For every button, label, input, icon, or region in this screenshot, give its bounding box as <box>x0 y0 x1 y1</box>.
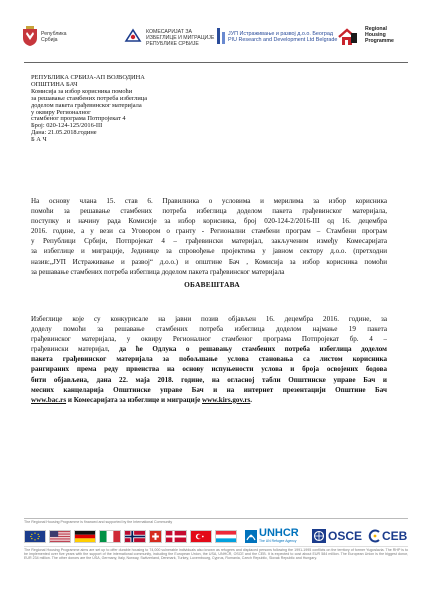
address-line: за решавање стамбених потреба избеглица <box>31 94 148 102</box>
piu-label-line2: PIU Research and Development Ltd Belgrade <box>228 37 338 43</box>
ceb-label: CEB <box>382 529 408 543</box>
intro-paragraph <box>31 196 387 277</box>
notice-line: грађевинског материјала, у оквиру Регионалног стамбеног програма Потпројекат бр. 4 – <box>31 335 387 344</box>
kirs-label-line2: ИЗБЕГЛИЦЕ И МИГРАЦИЈЕ <box>146 35 215 41</box>
serbia-label <box>41 31 67 43</box>
address-line: доделом пакета грађевинског материјала <box>31 101 142 109</box>
notice-text: грађевински материјал, <box>31 345 120 354</box>
document-title: ОБАВЕШТАВА <box>184 280 240 289</box>
serbia-label-line2: Србија <box>41 37 58 43</box>
footer-disclaimer: The Regional Housing Programme aims are set up to offer durable housing to 74,000 vulnerable individuals also known as refugees and displaced persons following the 1991-1995 conflicts on the territory of former Yugoslavia. The RHP is to be implemented over five years with the support of the international community, including the European Union, the USA, UNHCR, OSCE and the CEB. It is expected to cost about EUR 584 million. The European Union is the biggest donor, EUR 234 million. The other donors are the USA, Germany, Italy, Norway, Switzerland, Denmark, Turkey, Luxembourg, Cyprus, Romania, Czech Republic, Slovak Republic and Hungary. <box>24 548 408 561</box>
usa-flag-icon <box>49 530 71 543</box>
address-line: ОПШТИНА БАЧ <box>31 80 78 88</box>
kirs-label <box>146 29 214 47</box>
rhp-label-line1: Regional <box>365 26 387 32</box>
intro-line: за решавање стамбених потреба избеглица доделом пакета грађевинског материјала <box>31 267 285 276</box>
address-line: у оквиру Регионалног <box>31 108 91 116</box>
piu-label <box>228 31 337 43</box>
intro-line: На основу члана 15. став 6. Правилника о условима и мерилима за избор корисника <box>31 197 387 205</box>
unhcr-label-main: UNHCR <box>259 527 299 539</box>
intro-line: у Републици Србији, Потпројекат 4 – грађевински материјал, закљученим између Комесаријата <box>31 237 387 246</box>
notice-bold-text: и Комесаријата за избеглице и миграције <box>66 395 203 404</box>
notice-line: доделу помоћи за решавање стамбених потреба избеглица доделом најмање 19 пакета <box>31 325 387 334</box>
address-block <box>31 75 231 144</box>
rhp-house-icon <box>337 27 361 47</box>
italy-flag-icon <box>99 530 121 543</box>
rhp-label-line2: Housing <box>365 32 386 38</box>
eu-flag-icon <box>24 530 46 543</box>
address-line: Комисија за избор корисника помоћи <box>31 87 133 95</box>
intro-line: помоћи за решавање стамбених потреба избеглица доделом пакета грађевинског материјала, <box>31 207 387 216</box>
footer-divider-bottom <box>24 546 408 547</box>
denmark-flag-icon <box>165 530 187 543</box>
kirs-label-line3: РЕПУБЛИКЕ СРБИЈЕ <box>146 41 199 47</box>
turkey-flag-icon <box>190 530 212 543</box>
notice-line <box>31 344 387 354</box>
address-line: стамбеног програма Потпројекат 4 <box>31 115 126 123</box>
piu-logo-icon <box>216 28 226 44</box>
unhcr-logo-icon <box>245 530 257 543</box>
address-line: РЕПУБЛИКА СРБИЈА-АП ВОЈВОДИНА <box>31 74 145 81</box>
rhp-label <box>365 26 394 44</box>
notice-bold-text: да ће Одлука о решавању стамбених потреба избеглица доделом <box>119 345 387 354</box>
notice-line: пакета грађевинског материјала за побољшање услова становања са листом корисника <box>31 355 387 364</box>
osce-logo-icon <box>312 529 326 543</box>
notice-bold-text: . <box>250 395 253 404</box>
notice-line: месних канцеларија Општинске управе Бач и на интернет презентацији Општине Бач <box>31 385 387 394</box>
germany-flag-icon <box>74 530 96 543</box>
kirs-website-link[interactable]: www.kirs.gov.rs <box>202 395 251 404</box>
norway-flag-icon <box>124 530 146 543</box>
kirs-logo-icon <box>123 27 143 45</box>
luxembourg-flag-icon <box>215 530 237 543</box>
notice-line: Избеглице које су конкурисале на јавни позив објављен 16. децембра 2016. године, за <box>31 315 387 323</box>
notice-paragraph <box>31 314 387 405</box>
bac-website-link[interactable]: www.bac.rs <box>31 395 67 404</box>
address-line: Дана: 21.05.2018.године <box>31 129 97 137</box>
notice-line <box>31 395 387 405</box>
intro-line: 2016. године, а у вези са Уговором о гранту - Регионални стамбени програм – Стамбени програм <box>31 227 387 236</box>
ceb-logo-icon <box>368 529 381 543</box>
intro-line: назив:„ЈУП Истраживање и развој“ д.о.о.) и општине Бач , Комисија за избор корисника помоћи <box>31 257 387 266</box>
unhcr-label-sub: The UN Refugee Agency <box>259 539 297 543</box>
footer-divider <box>24 518 408 519</box>
address-line: Б А Ч <box>31 136 47 144</box>
address-line: Број: 020-124-125/2016-III <box>31 122 103 130</box>
footer-financed-text: The Regional Housing Programme is financed and supported by the International Community <box>24 520 173 524</box>
serbia-label-line1: Република <box>41 31 67 37</box>
serbia-coat-of-arms-icon <box>22 26 38 46</box>
rhp-label-line3: Programme <box>365 38 394 44</box>
intro-line: за избеглице и миграције, Јединице за спровођење пројектима у јавном сектору д.о.о. (претходни <box>31 247 387 256</box>
switzerland-flag-icon <box>149 530 162 543</box>
notice-line: рангираних према реду првенства на основу испуњености услова и броја освојених бодова <box>31 365 387 374</box>
header-divider <box>24 62 408 63</box>
unhcr-label <box>259 528 299 543</box>
notice-line: бити објављена, дана 22. маја 2018. године, на огласној табли Општинске управе Бач и <box>31 375 387 384</box>
kirs-label-line1: КОМЕСАРИЈАТ ЗА <box>146 29 192 35</box>
piu-label-line1: ЈУП Истраживање и развој д.о.о. Београд <box>228 31 334 37</box>
osce-label: OSCE <box>328 529 363 543</box>
intro-line: поступку и начину рада Комисије за избор корисника, број 020-124-2/2016-III од 16. децембра <box>31 217 387 226</box>
